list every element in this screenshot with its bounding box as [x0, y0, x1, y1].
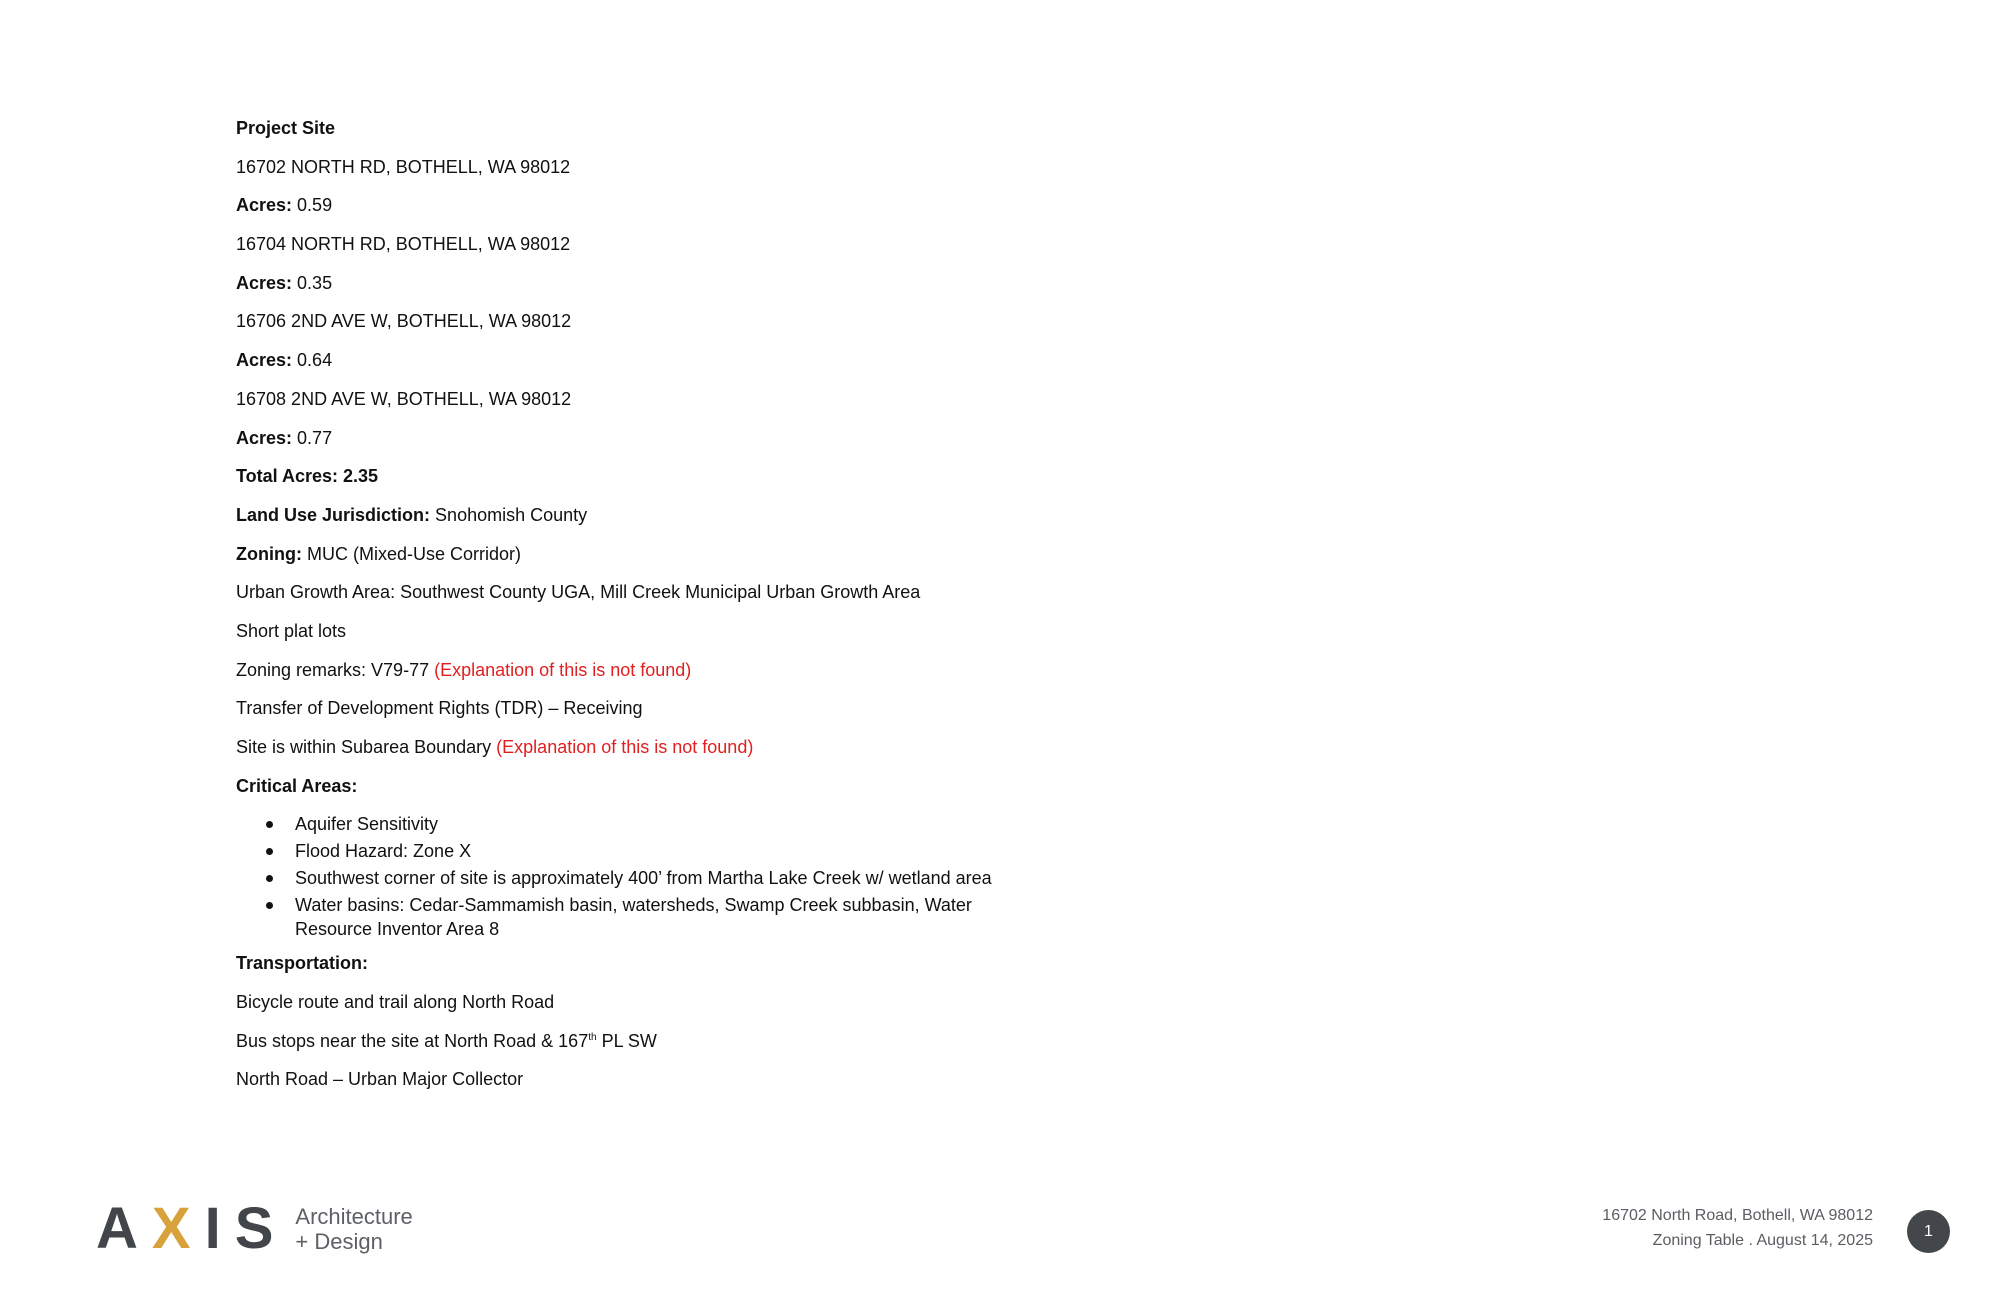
total-acres: Total Acres: 2.35 — [236, 466, 379, 487]
footer-doc-info: Zoning Table . August 14, 2025 — [1652, 1232, 1873, 1249]
bus-stops — [236, 1029, 1236, 1053]
bullet-icon — [266, 875, 273, 882]
logo-letter: A — [96, 1196, 152, 1261]
footer-address: 16702 North Road, Bothell, WA 98012 — [1602, 1207, 1873, 1224]
logo-wordmark — [96, 1196, 288, 1261]
list-item-text: Flood Hazard: Zone X — [295, 841, 472, 862]
zoning-line — [236, 542, 1236, 566]
parcel-address: 16708 2ND AVE W, BOTHELL, WA 98012 — [236, 388, 572, 409]
acres-value: 0.64 — [297, 350, 333, 371]
bicycle-route: Bicycle route and trail along North Road — [236, 992, 555, 1013]
list-item-text: Southwest corner of site is approximately 400’ from Martha Lake Creek w/ wetland area — [295, 868, 992, 889]
acres-value: 0.59 — [297, 195, 333, 216]
page-number-badge: 1 — [1907, 1210, 1950, 1253]
bus-ordinal: th — [588, 1031, 597, 1043]
remarks-note: (Explanation of this is not found) — [434, 659, 692, 680]
transportation-heading: Transportation: — [236, 953, 369, 974]
parcel-acres — [236, 271, 1236, 295]
bullet-icon — [266, 821, 273, 828]
list-item — [236, 893, 1035, 941]
bus-prefix: Bus stops near the site at North Road & 167 — [236, 1030, 589, 1051]
parcel-address: 16704 NORTH RD, BOTHELL, WA 98012 — [236, 234, 571, 255]
logo-letter: S — [234, 1196, 288, 1261]
bullet-icon — [266, 848, 273, 855]
acres-label: Acres: — [236, 272, 293, 293]
subarea-line — [236, 735, 1236, 759]
logo-subtitle-line: Architecture — [295, 1204, 413, 1229]
jurisdiction-value: Snohomish County — [435, 504, 588, 525]
subarea-text: Site is within Subarea Boundary — [236, 737, 492, 757]
remarks-text: Zoning remarks: V79-77 — [236, 659, 430, 680]
zoning-label: Zoning: — [236, 543, 302, 564]
logo-letter-accent: X — [151, 1196, 205, 1261]
critical-areas-list — [236, 812, 1236, 941]
acres-label: Acres: — [236, 195, 293, 216]
road-classification: North Road – Urban Major Collector — [236, 1069, 524, 1090]
jurisdiction-label: Land Use Jurisdiction: — [236, 504, 431, 525]
project-site-heading: Project Site — [236, 118, 336, 138]
parcel-acres — [236, 426, 1236, 450]
short-plat-lots: Short plat lots — [236, 620, 347, 641]
subarea-note: (Explanation of this is not found) — [496, 737, 754, 757]
critical-areas-heading: Critical Areas: — [236, 775, 358, 796]
parcel-address: 16706 2ND AVE W, BOTHELL, WA 98012 — [236, 311, 572, 332]
list-item — [236, 812, 1035, 836]
acres-value: 0.77 — [297, 427, 333, 448]
parcel-acres — [236, 193, 1236, 217]
zoning-value: MUC (Mixed-Use Corridor) — [307, 543, 522, 564]
parcel-acres — [236, 348, 1236, 372]
list-item-text: Aquifer Sensitivity — [295, 814, 439, 835]
acres-label: Acres: — [236, 427, 293, 448]
parcel-address: 16702 NORTH RD, BOTHELL, WA 98012 — [236, 156, 571, 177]
logo-subtitle-line: + Design — [295, 1229, 383, 1254]
logo-subtitle — [295, 1204, 412, 1254]
urban-growth-area: Urban Growth Area: Southwest County UGA, Mill Creek Municipal Urban Growth Area — [236, 582, 921, 603]
bullet-icon — [266, 902, 273, 909]
document-body — [236, 116, 1236, 1106]
acres-label: Acres: — [236, 350, 293, 371]
land-use-jurisdiction — [236, 503, 1236, 527]
list-item — [236, 839, 1035, 863]
list-item-text: Water basins: Cedar-Sammamish basin, watersheds, Swamp Creek subbasin, Water Resource Inventor Area 8 — [295, 895, 972, 940]
zoning-remarks — [236, 658, 1236, 682]
footer-info — [1602, 1203, 1873, 1253]
company-logo — [96, 1196, 413, 1261]
logo-letter: I — [204, 1196, 235, 1261]
tdr-line: Transfer of Development Rights (TDR) – Receiving — [236, 698, 643, 719]
bus-suffix: PL SW — [596, 1030, 657, 1051]
acres-value: 0.35 — [297, 272, 333, 293]
list-item — [236, 866, 1035, 890]
